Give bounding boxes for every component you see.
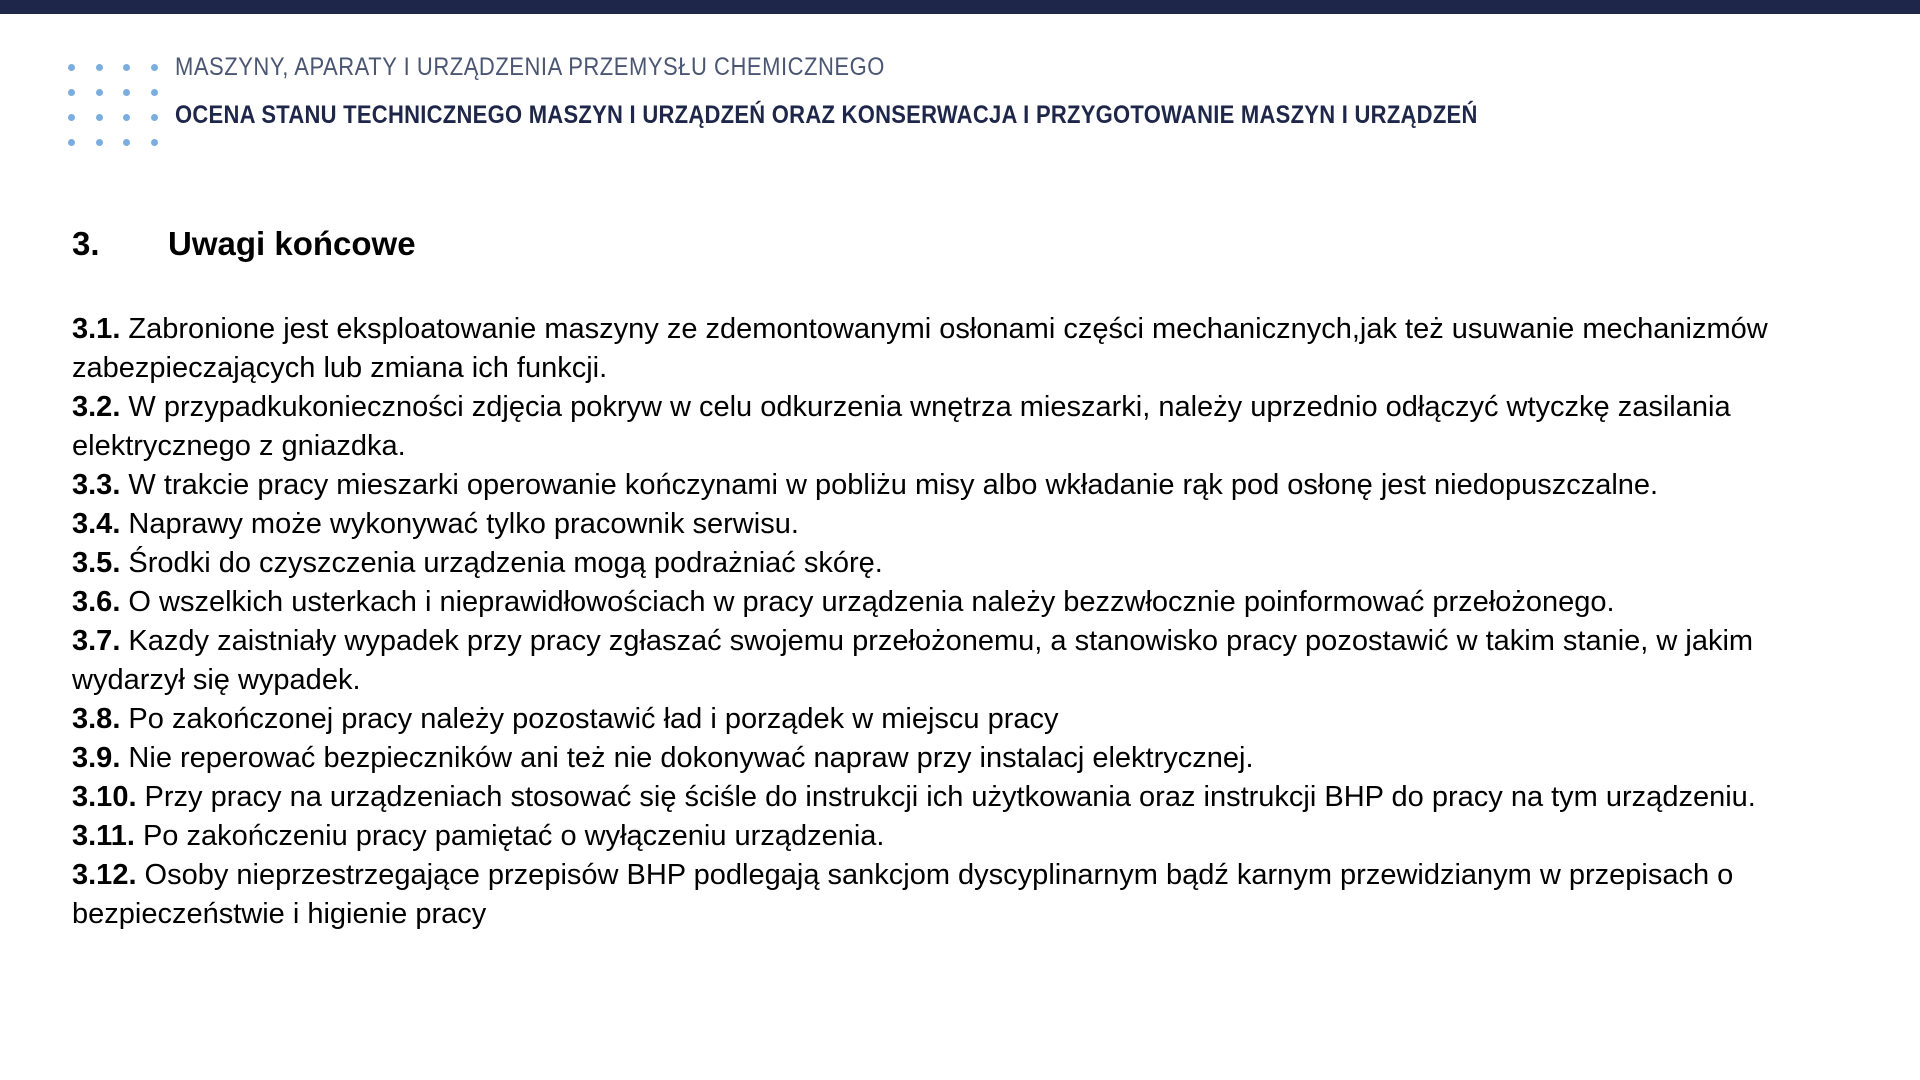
section-number: 3.	[72, 225, 100, 262]
grid-dot	[68, 89, 75, 96]
paragraph-text: W przypadkukonieczności zdjęcia pokryw w celu odkurzenia wnętrza mieszarki, należy uprzednio odłączyć wtyczkę zasilania elektrycznego z gniazdka.	[72, 391, 1731, 462]
course-title: MASZYNY, APARATY I URZĄDZENIA PRZEMYSŁU CHEMICZNEGO	[175, 53, 885, 81]
paragraph-item	[72, 583, 1862, 622]
paragraph-item	[72, 544, 1862, 583]
paragraph-text: Przy pracy na urządzeniach stosować się ściśle do instrukcji ich użytkowania oraz instrukcji BHP do pracy na tym urządzeniu.	[136, 781, 1756, 813]
grid-dot	[96, 114, 103, 121]
top-accent-bar	[0, 0, 1920, 14]
paragraph-number: 3.3.	[72, 469, 121, 501]
slide-header	[0, 52, 1920, 146]
paragraph-text: Naprawy może wykonywać tylko pracownik serwisu.	[120, 508, 799, 540]
paragraph-item	[72, 700, 1862, 739]
paragraph-text: Osoby nieprzestrzegające przepisów BHP podlegają sankcjom dyscyplinarnym bądź karnym przewidzianym w przepisach o bezpieczeństwie i higienie pracy	[72, 859, 1734, 930]
paragraph-number: 3.6.	[72, 586, 121, 618]
grid-dot	[151, 139, 158, 146]
paragraph-number: 3.1.	[72, 313, 121, 345]
paragraph-number: 3.12.	[72, 859, 137, 891]
paragraph-number: 3.11.	[72, 820, 135, 852]
grid-dot	[151, 114, 158, 121]
grid-dot	[96, 139, 103, 146]
grid-dot	[123, 114, 130, 121]
paragraph-text: W trakcie pracy mieszarki operowanie kończynami w pobliżu misy albo wkładanie rąk pod osłonę jest niedopuszczalne.	[120, 469, 1659, 501]
grid-dot	[123, 89, 130, 96]
paragraph-number: 3.8.	[72, 703, 121, 735]
paragraph-item	[72, 466, 1862, 505]
paragraph-item	[72, 388, 1862, 466]
paragraph-item	[72, 622, 1862, 700]
grid-dot	[68, 114, 75, 121]
paragraph-number: 3.2.	[72, 391, 121, 423]
paragraph-text: Zabronione jest eksploatowanie maszyny ze zdemontowanymi osłonami części mechanicznych,jak też usuwanie mechanizmów zabezpieczających lub zmiana ich funkcji.	[72, 313, 1768, 384]
module-title: OCENA STANU TECHNICZNEGO MASZYN I URZĄDZEŃ ORAZ KONSERWACJA I PRZYGOTOWANIE MASZYN I URZĄDZEŃ	[175, 101, 1478, 129]
paragraph-item	[72, 856, 1862, 934]
grid-dot	[123, 64, 130, 71]
paragraph-item	[72, 739, 1862, 778]
grid-dot	[68, 139, 75, 146]
paragraph-item	[72, 310, 1862, 388]
dot-grid-decoration	[68, 64, 160, 146]
paragraph-item	[72, 505, 1862, 544]
paragraph-item	[72, 817, 1862, 856]
paragraph-number: 3.4.	[72, 508, 121, 540]
grid-dot	[151, 89, 158, 96]
grid-dot	[96, 89, 103, 96]
section-heading	[72, 224, 416, 264]
paragraph-number: 3.5.	[72, 547, 121, 579]
paragraph-text: Po zakończeniu pracy pamiętać o wyłączeniu urządzenia.	[134, 820, 885, 852]
paragraph-text: Nie reperować bezpieczników ani też nie dokonywać napraw przy instalacj elektrycznej.	[120, 742, 1254, 774]
paragraph-number: 3.7.	[72, 625, 121, 657]
paragraph-text: Środki do czyszczenia urządzenia mogą podrażniać skórę.	[120, 547, 883, 579]
grid-dot	[68, 64, 75, 71]
paragraph-list	[72, 310, 1862, 934]
paragraph-number: 3.9.	[72, 742, 121, 774]
grid-dot	[96, 64, 103, 71]
paragraph-text: Kazdy zaistniały wypadek przy pracy zgłaszać swojemu przełożonemu, a stanowisko pracy pozostawić w takim stanie, w jakim wydarzył się wypadek.	[72, 625, 1754, 696]
paragraph-text: O wszelkich usterkach i nieprawidłowościach w pracy urządzenia należy bezzwłocznie poinformować przełożonego.	[120, 586, 1615, 618]
section-title: Uwagi końcowe	[168, 225, 416, 262]
paragraph-item	[72, 778, 1862, 817]
grid-dot	[123, 139, 130, 146]
grid-dot	[151, 64, 158, 71]
paragraph-text: Po zakończonej pracy należy pozostawić ład i porządek w miejscu pracy	[120, 703, 1059, 735]
paragraph-number: 3.10.	[72, 781, 137, 813]
header-text-group	[175, 52, 1655, 130]
